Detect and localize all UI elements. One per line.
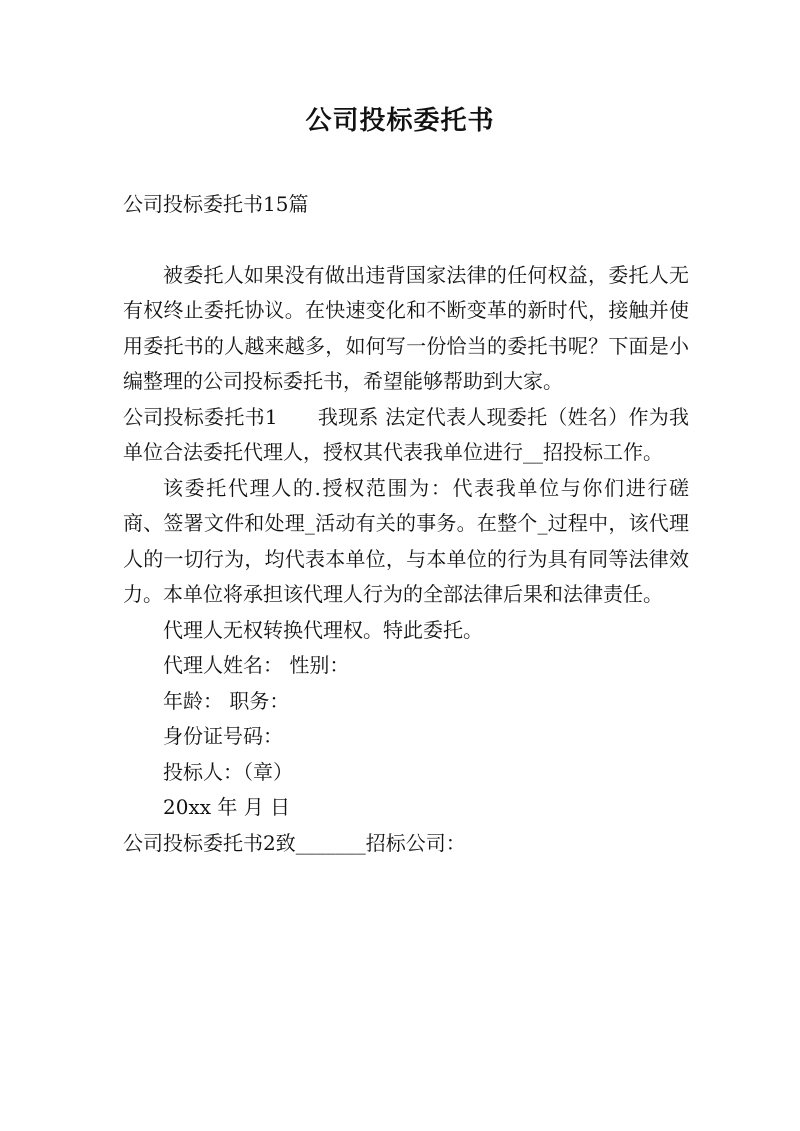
document-subtitle: 公司投标委托书15篇 bbox=[123, 192, 309, 216]
section-2-text: 致_______招标公司： bbox=[275, 830, 466, 855]
date-field: 20xx 年 月 日 bbox=[163, 795, 291, 819]
section-1-paragraph bbox=[123, 400, 689, 471]
section-2-heading: 公司投标委托书2 bbox=[123, 830, 276, 855]
bidder-field: 投标人：（章） bbox=[163, 759, 293, 784]
agent-name-field: 代理人姓名： 性别： bbox=[163, 653, 350, 677]
age-field: 年龄： 职务： bbox=[163, 688, 290, 713]
scope-paragraph: 该委托代理人的.授权范围为：代表我单位与你们进行磋商、签署文件和处理_活动有关的事务。在整个_过程中，该代理人的一切行为，均代表本单位，与本单位的行为具有同等法律效力。本单位将承担该代理人行为的全部法律后果和法律责任。 bbox=[123, 475, 689, 606]
document-body bbox=[123, 187, 689, 861]
section-1-heading: 公司投标委托书1 bbox=[123, 404, 278, 429]
no-transfer-line: 代理人无权转换代理权。特此委托。 bbox=[163, 617, 483, 642]
intro-paragraph: 被委托人如果没有做出违背国家法律的任何权益，委托人无有权终止委托协议。在快速变化和不断变革的新时代，接触并使用委托书的人越来越多，如何写一份恰当的委托书呢？下面是小编整理的公司投标委托书，希望能够帮助到大家。 bbox=[123, 262, 689, 393]
section-2-paragraph bbox=[123, 826, 689, 862]
document-title: 公司投标委托书 bbox=[305, 106, 495, 136]
id-number-field: 身份证号码： bbox=[163, 724, 283, 748]
section-1-text: 我现系 法定代表人现委托（姓名）作为我单位合法委托代理人，授权其代表我单位进行__招投标工作。 bbox=[123, 404, 689, 464]
